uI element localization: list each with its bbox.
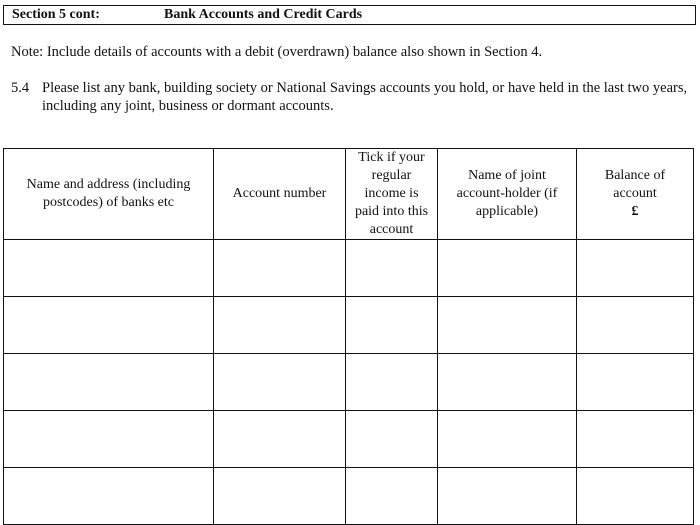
account-number-cell[interactable] [214, 411, 346, 468]
bank-name-address-cell[interactable] [4, 297, 214, 354]
regular-income-tick-cell[interactable] [346, 411, 438, 468]
table-row [4, 411, 694, 468]
table-row [4, 354, 694, 411]
bank-name-address-cell[interactable] [4, 354, 214, 411]
balance-cell[interactable] [577, 240, 694, 297]
joint-holder-cell[interactable] [438, 297, 577, 354]
col-header-regular-income [346, 149, 438, 240]
regular-income-tick-cell[interactable] [346, 240, 438, 297]
joint-holder-cell[interactable] [438, 354, 577, 411]
col-header-balance [577, 149, 694, 240]
col-header-label: Name and address (including postcodes) of banks etc [26, 177, 191, 210]
regular-income-tick-cell[interactable] [346, 354, 438, 411]
note-text: Note: Include details of accounts with a debit (overdrawn) balance also shown in Section 4. [11, 44, 543, 60]
joint-holder-cell[interactable] [438, 468, 577, 525]
col-header-label: Name of joint account-holder (if applicable) [456, 168, 558, 219]
regular-income-tick-cell[interactable] [346, 468, 438, 525]
col-header-label: Balance of account [604, 168, 666, 201]
col-header-joint-holder [438, 149, 577, 240]
table-header-row [4, 149, 694, 240]
section-header [3, 5, 696, 25]
bank-name-address-cell[interactable] [4, 240, 214, 297]
account-number-cell[interactable] [214, 354, 346, 411]
question-number: 5.4 [11, 80, 30, 96]
balance-cell[interactable] [577, 411, 694, 468]
balance-cell[interactable] [577, 468, 694, 525]
accounts-table [3, 148, 694, 525]
col-header-bank-name-address [4, 149, 214, 240]
balance-cell[interactable] [577, 354, 694, 411]
table-row [4, 240, 694, 297]
account-number-cell[interactable] [214, 468, 346, 525]
bank-name-address-cell[interactable] [4, 468, 214, 525]
regular-income-tick-cell[interactable] [346, 297, 438, 354]
section-label: Section 5 cont: [12, 7, 100, 22]
joint-holder-cell[interactable] [438, 240, 577, 297]
table-row [4, 297, 694, 354]
balance-cell[interactable] [577, 297, 694, 354]
account-number-cell[interactable] [214, 240, 346, 297]
bank-name-address-cell[interactable] [4, 411, 214, 468]
section-title: Bank Accounts and Credit Cards [164, 7, 363, 22]
col-header-label: Tick if your regular income is paid into this account [354, 150, 429, 237]
question-text: Please list any bank, building society or National Savings accounts you hold, or have held in the last two years, including any joint, business or dormant accounts. [42, 80, 688, 114]
col-header-account-number [214, 149, 346, 240]
joint-holder-cell[interactable] [438, 411, 577, 468]
table-row [4, 468, 694, 525]
account-number-cell[interactable] [214, 297, 346, 354]
col-header-label: Account number [232, 186, 327, 201]
currency-symbol: £ [631, 204, 639, 219]
